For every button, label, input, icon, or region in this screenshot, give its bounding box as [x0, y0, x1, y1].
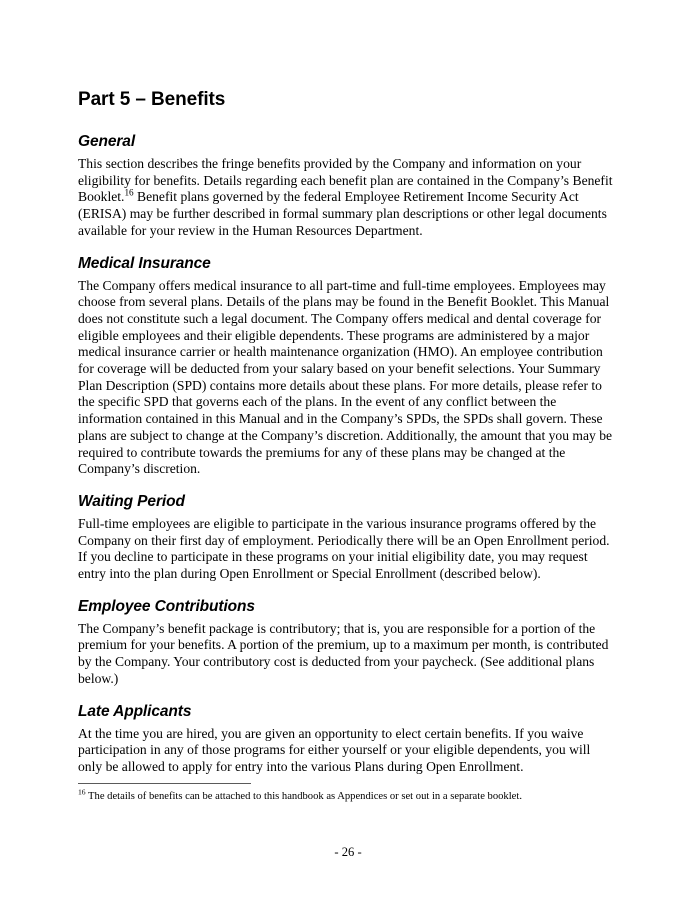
page-content: [78, 88, 615, 790]
section-paragraph-general: [78, 156, 615, 240]
footnote-separator-rule: [78, 783, 251, 784]
section-heading-general: General: [78, 133, 136, 150]
footnote-number: 16: [78, 787, 86, 797]
section-employee-contributions: [78, 597, 615, 688]
section-heading-late-applicants: Late Applicants: [78, 702, 192, 720]
section-paragraph-medical-insurance: The Company offers medical insurance to all part-time and full-time employees. Employees may choose from several plans. Details of the plans may be found in the Benefit Booklet. This Manual does not constitute such a legal document. The Company offers medical and dental coverage for eligible employees and their eligible dependents. These programs are administered by a major medical insurance carrier or health maintenance organization (HMO). An employee contribution for coverage will be deducted from your salary based on your benefit selections. Your Summary Plan Description (SPD) contains more details about these plans. For more details, please refer to the specific SPD that governs each of the plans. In the event of any conflict between the information contained in this Manual and in the Company’s SPDs, the SPDs shall govern. These plans are subject to change at the Company’s discretion. Additionally, the amount that you may be required to contribute towards the premiums for any of these plans may be changed at the Company’s discretion.: [78, 277, 613, 477]
paragraph-text-part-1: This section describes the fringe benefits provided by the Company and information on your eligibility for benefits. Details regarding each benefit plan are contained in the Company’s Benefit Booklet.: [78, 156, 613, 205]
page-title: Part 5 – Benefits: [78, 89, 226, 110]
section-paragraph-employee-contributions: The Company’s benefit package is contributory; that is, you are responsible for a portion of the premium for your benefits. A portion of the premium, up to a maximum per month, is contributed by the Company. Your contributory cost is deducted from your paycheck. (See additional plans below.): [78, 620, 609, 686]
section-waiting-period: [78, 492, 615, 583]
section-heading-waiting-period: Waiting Period: [78, 492, 185, 510]
section-paragraph-late-applicants: At the time you are hired, you are given an opportunity to elect certain benefits. If you waive participation in any of those programs for either yourself or your eligible dependents, you will only be allowed to apply for entry into the various Plans during Open Enrollment.: [78, 725, 591, 774]
paragraph-text-part-2: Benefit plans governed by the federal Employee Retirement Income Security Act (ERISA) may be further described in formal summary plan descriptions or other legal documents available for your review in the Human Resources Department.: [78, 189, 607, 238]
page-number: - 26 -: [334, 845, 362, 859]
section-late-applicants: [78, 702, 615, 776]
section-heading-employee-contributions: Employee Contributions: [78, 597, 255, 615]
footnote-body-text: The details of benefits can be attached to this handbook as Appendices or set out in a separate booklet.: [85, 791, 522, 802]
section-medical-insurance: [78, 254, 615, 478]
footnote-entry: [78, 787, 615, 803]
section-heading-medical-insurance: Medical Insurance: [78, 254, 211, 272]
section-general: [78, 132, 615, 240]
section-paragraph-waiting-period: Full-time employees are eligible to participate in the various insurance programs offered by the Company on their first day of employment. Periodically there will be an Open Enrollment period. If you decline to participate in these programs on your initial eligibility date, you may request entry into the plan during Open Enrollment or Special Enrollment (described below).: [78, 515, 610, 582]
footnote-reference-marker[interactable]: 16: [124, 187, 134, 198]
footnote-area: [78, 783, 615, 803]
